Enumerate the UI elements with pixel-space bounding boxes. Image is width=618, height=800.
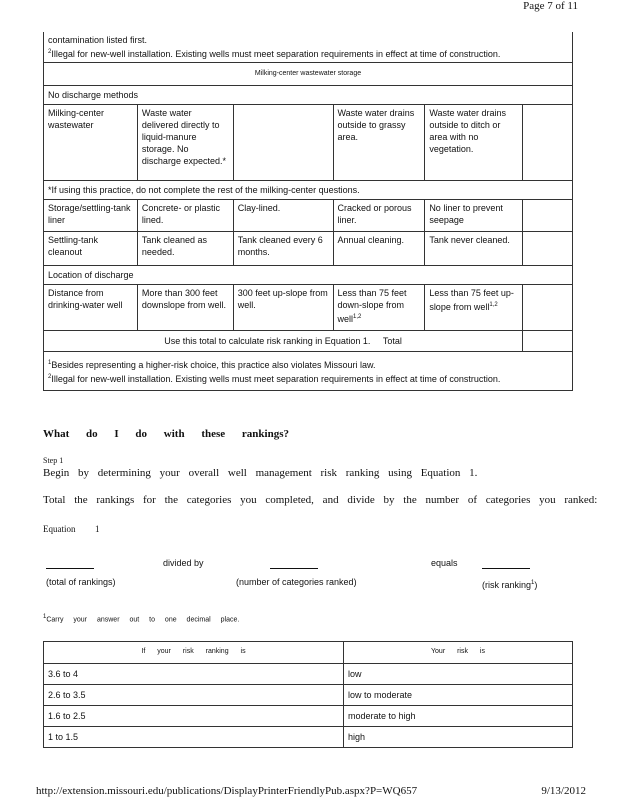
equation-number: 1 (95, 524, 100, 534)
choice-cell: Waste water drains outside to ditch or area with no vegetation. (425, 105, 523, 181)
milking-center-row (44, 105, 573, 181)
footer-date: 9/13/2012 (541, 785, 586, 797)
risk-table-header (44, 642, 573, 664)
risk-cell: low to moderate (344, 685, 573, 706)
top-fragment: contamination listed first. (48, 35, 148, 45)
range-cell: 1 to 1.5 (44, 727, 344, 748)
row-label: Settling-tank cleanout (44, 232, 138, 266)
footnote-2-top: $^2$Illegal for new-well installation. Existing wells must meet separation requirements in effect at time of construction. (48, 49, 501, 59)
categories-blank[interactable] (270, 568, 318, 569)
location-heading-row (44, 266, 573, 285)
rank-input-cell[interactable] (523, 200, 573, 232)
range-cell: 3.6 to 4 (44, 664, 344, 685)
total-rankings-label: (total of rankings) (46, 577, 116, 587)
header-risk: Your risk is (344, 642, 573, 664)
row-label: Milking-center wastewater (44, 105, 138, 181)
choice-cell: 300 feet up-slope from well. (233, 285, 333, 331)
section-heading: What do I do with these rankings? (43, 428, 289, 440)
notes-row-top (44, 32, 573, 63)
location-heading: Location of discharge (44, 266, 573, 285)
table-row (44, 685, 573, 706)
page-number: Page 7 of 11 (523, 0, 578, 12)
table-row (44, 706, 573, 727)
notes-row-bottom (44, 352, 573, 391)
header-ranking: If your risk ranking is (44, 642, 344, 664)
range-cell: 2.6 to 3.5 (44, 685, 344, 706)
risk-ranking-label: (risk ranking$^1$) (482, 580, 538, 590)
risk-table (43, 641, 573, 748)
choice-cell: Concrete- or plastic lined. (137, 200, 233, 232)
no-discharge-row (44, 86, 573, 105)
choice-cell: Clay-lined. (233, 200, 333, 232)
risk-cell: high (344, 727, 573, 748)
risk-ranking-blank[interactable] (482, 568, 530, 569)
choice-cell: Tank cleaned as needed. (137, 232, 233, 266)
practice-note-row (44, 181, 573, 200)
choice-cell: Waste water delivered directly to liquid-manure storage. No discharge expected.* (137, 105, 233, 181)
rank-input-cell[interactable] (523, 232, 573, 266)
footnote-1: $^1$Besides representing a higher-risk choice, this practice also violates Missouri law. (48, 360, 376, 370)
practice-note: *If using this practice, do not complete the rest of the milking-center questions. (44, 181, 573, 200)
choice-cell: Cracked or porous liner. (333, 200, 425, 232)
choice-cell: Tank cleaned every 6 months. (233, 232, 333, 266)
instruction-text: Total the rankings for the categories you completed, and divide by the number of categories you ranked: (43, 494, 598, 506)
step-text: Begin by determining your overall well management risk ranking using Equation 1. (43, 467, 478, 479)
step-label: Step 1 (43, 456, 64, 465)
footnote-2: $^2$Illegal for new-well installation. Existing wells must meet separation requirements in effect at time of construction. (48, 374, 501, 384)
total-input-cell[interactable] (523, 331, 573, 352)
total-instruction: Use this total to calculate risk ranking in Equation 1. Total (44, 331, 523, 352)
risk-cell: moderate to high (344, 706, 573, 727)
total-row (44, 331, 573, 352)
rank-input-cell[interactable] (523, 105, 573, 181)
choice-cell: Waste water drains outside to grassy area. (333, 105, 425, 181)
choice-cell: Annual cleaning. (333, 232, 425, 266)
row-label: Distance from drinking-water well (44, 285, 138, 331)
table-row (44, 727, 573, 748)
total-rankings-blank[interactable] (46, 568, 94, 569)
equation-label: Equation (43, 524, 76, 534)
rank-input-cell[interactable] (523, 285, 573, 331)
cleanout-row (44, 232, 573, 266)
choice-cell: Tank never cleaned. (425, 232, 523, 266)
choice-cell: Less than 75 feet down-slope from well$^{1,2}$ (333, 285, 425, 331)
distance-row (44, 285, 573, 331)
milking-center-table (43, 32, 573, 391)
section-title-row (44, 63, 573, 86)
risk-cell: low (344, 664, 573, 685)
choice-cell: Less than 75 feet up-slope from well$^{1,2}$ (425, 285, 523, 331)
no-discharge-heading: No discharge methods (44, 86, 573, 105)
liner-row (44, 200, 573, 232)
choice-cell: More than 300 feet downslope from well. (137, 285, 233, 331)
row-label: Storage/settling-tank liner (44, 200, 138, 232)
total-label: Total (382, 336, 402, 346)
equals-text: equals (431, 558, 458, 568)
range-cell: 1.6 to 2.5 (44, 706, 344, 727)
divided-by-text: divided by (163, 558, 204, 568)
choice-cell (233, 105, 333, 181)
carry-note: $^1$Carry your answer out to one decimal place. (43, 614, 240, 624)
number-categories-label: (number of categories ranked) (236, 577, 357, 587)
table-row (44, 664, 573, 685)
section-title: Milking-center wastewater storage (44, 63, 573, 86)
footer-url[interactable]: http://extension.missouri.edu/publications/DisplayPrinterFriendlyPub.aspx?P=WQ657 (36, 785, 418, 797)
choice-cell: No liner to prevent seepage (425, 200, 523, 232)
